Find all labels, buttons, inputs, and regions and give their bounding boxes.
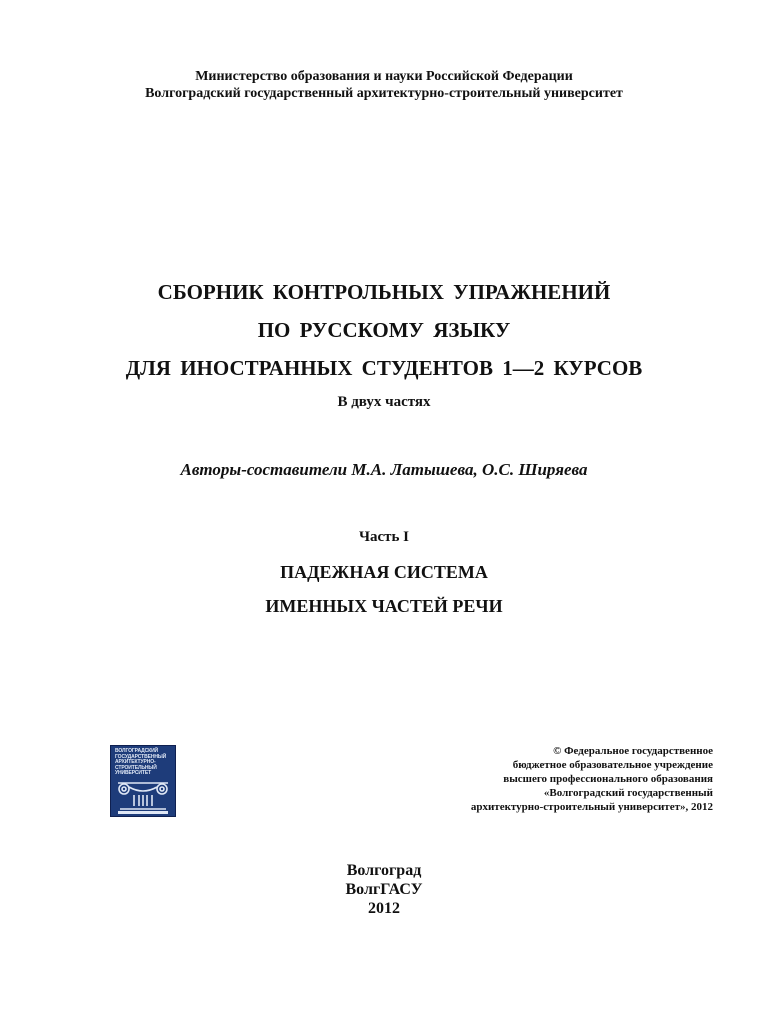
authors: Авторы-составители М.А. Латышева, О.С. Ширяева <box>180 460 588 479</box>
book-title-line-1: СБОРНИК КОНТРОЛЬНЫХ УПРАЖНЕНИЙ <box>157 280 611 304</box>
book-title-line-2: ПО РУССКОМУ ЯЗЫКУ <box>257 318 511 342</box>
university-logo <box>110 745 176 817</box>
ministry-name: Министерство образования и науки Российской Федерации <box>195 69 573 84</box>
book-subtitle: В двух частях <box>337 394 431 410</box>
imprint-year: 2012 <box>368 900 400 917</box>
copyright-line: бюджетное образовательное учреждение <box>512 759 713 771</box>
institution-header <box>0 68 768 102</box>
part-title-line-2: ИМЕННЫХ ЧАСТЕЙ РЕЧИ <box>265 596 503 616</box>
logo-text: ВОЛГОГРАДСКИЙ ГОСУДАРСТВЕННЫЙ АРХИТЕКТУРНО- СТРОИТЕЛЬНЫЙ УНИВЕРСИТЕТ <box>115 748 167 776</box>
ionic-column-capital-icon <box>114 775 172 815</box>
part-label: Часть I <box>358 529 410 545</box>
copyright-line: «Волгоградский государственный <box>543 787 713 799</box>
university-name: Волгоградский государственный архитектурно-строительный университет <box>145 86 623 101</box>
book-title-line-3: ДЛЯ ИНОСТРАННЫХ СТУДЕНТОВ 1—2 КУРСОВ <box>125 356 643 380</box>
part-title-line-1: ПАДЕЖНАЯ СИСТЕМА <box>280 562 488 582</box>
copyright-line: высшего профессионального образования <box>503 773 713 785</box>
imprint <box>0 861 768 918</box>
copyright-line: архитектурно-строительный университет», 2012 <box>470 801 713 813</box>
imprint-publisher: ВолгГАСУ <box>345 881 423 898</box>
copyright-block <box>373 744 713 814</box>
imprint-city: Волгоград <box>346 862 422 879</box>
copyright-line: © Федеральное государственное <box>553 745 713 757</box>
